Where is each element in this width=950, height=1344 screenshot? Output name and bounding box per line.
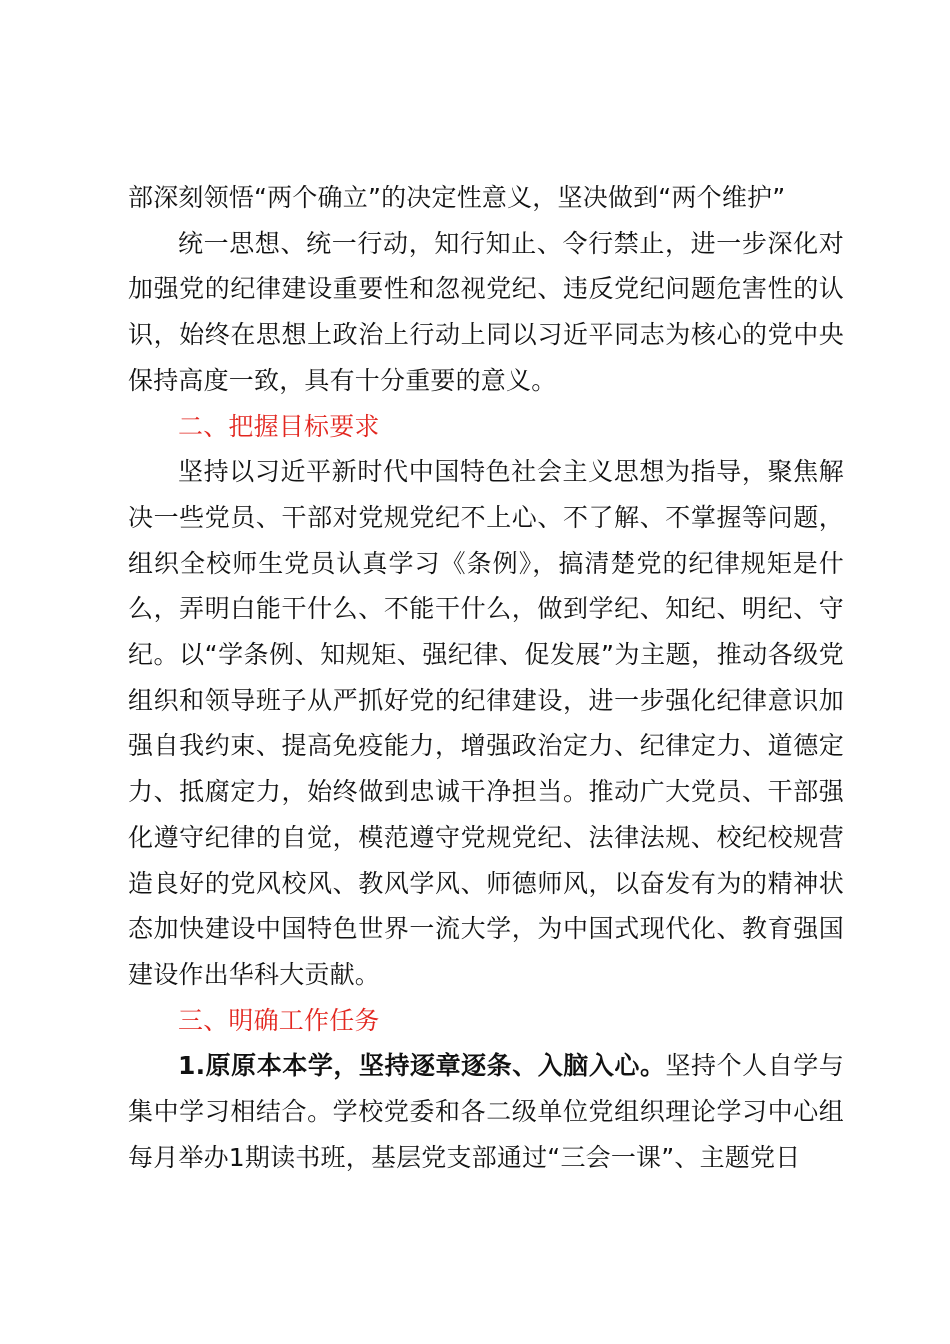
- paragraph-significance: 统一思想、统一行动，知行知止、令行禁止，进一步深化对加强党的纪律建设重要性和忽视党纪、违反党纪问题危害性的认识，始终在思想上政治上行动上同以习近平同志为核心的党中央保持高度一致，具有十分重要的意义。: [128, 228, 844, 395]
- task-item-1: [128, 1043, 844, 1180]
- section-heading-goals: 二、把握目标要求: [178, 411, 380, 441]
- task-item-1-lead: 1.原原本本学，坚持逐章逐条、入脑入心。: [178, 1051, 666, 1081]
- section-heading-tasks: 三、明确工作任务: [178, 1005, 380, 1035]
- document-body: [128, 175, 844, 1180]
- continuation-line: 部深刻领悟“两个确立”的决定性意义，坚决做到“两个维护”: [128, 183, 786, 212]
- task-item-1-text: 坚持个人自学与集中学习相结合。学校党委和各二级单位党组织理论学习中心组每月举办1期读书班，基层党支部通过“三会一课”、主题党日: [128, 1051, 844, 1172]
- paragraph-goals: 坚持以习近平新时代中国特色社会主义思想为指导，聚焦解决一些党员、干部对党规党纪不上心、不了解、不掌握等问题，组织全校师生党员认真学习《条例》，搞清楚党的纪律规矩是什么，弄明白能干什么、不能干什么，做到学纪、知纪、明纪、守纪。以“学条例、知规矩、强纪律、促发展”为主题，推动各级党组织和领导班子从严抓好党的纪律建设，进一步强化纪律意识加强自我约束、提高免疫能力，增强政治定力、纪律定力、道德定力、抵腐定力，始终做到忠诚干净担当。推动广大党员、干部强化遵守纪律的自觉，模范遵守党规党纪、法律法规、校纪校规营造良好的党风校风、教风学风、师德师风，以奋发有为的精神状态加快建设中国特色世界一流大学，为中国式现代化、教育强国建设作出华科大贡献。: [128, 457, 844, 989]
